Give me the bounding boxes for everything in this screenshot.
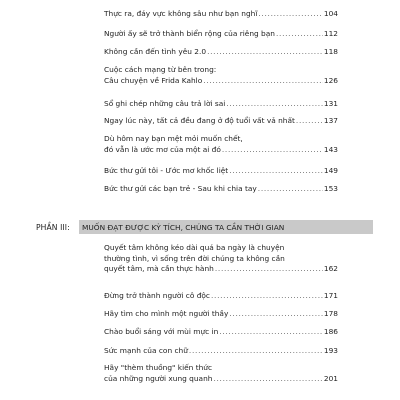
toc-entry-title-line: Quyết tâm không kéo dài quá ba ngày là chuyện [104,243,285,252]
toc-page-number: 149 [323,166,338,175]
toc-entry-title: Câu chuyện về Frida Kahlo [104,75,203,85]
dot-leader [213,375,322,384]
toc-entry[interactable] [104,292,338,301]
toc-entry-title: Sổ ghi chép những câu trả lời sai [104,99,226,108]
toc-entry-title: Chào buổi sáng với mùi mực in [104,327,219,336]
toc-entry[interactable] [104,167,338,176]
dot-leader [189,347,323,356]
toc-entry[interactable] [104,185,338,194]
toc-page-number: 193 [323,346,338,355]
toc-page-number: 153 [323,184,338,193]
toc-page-number: 126 [323,75,338,85]
dot-leader [258,10,323,19]
toc-entry-title: Hãy tìm cho mình một người thầy [104,309,229,318]
toc-entry[interactable] [104,30,338,39]
toc-entry-title: đó vẫn là ước mơ của một ai đó [104,144,221,154]
toc-page-number: 118 [323,47,338,56]
toc-entry[interactable] [104,146,338,155]
part-number: PHẦN III: [36,223,70,232]
toc-entry[interactable] [104,265,338,274]
dot-leader [229,167,323,176]
dot-leader [222,146,323,155]
toc-entry-title-line: Cuộc cách mạng từ bên trong: [104,65,217,74]
dot-leader [207,48,323,57]
dot-leader [226,100,323,109]
toc-entry-title: Người ấy sẽ trở thành biển rộng của riêng bạn [104,29,275,38]
dot-leader [258,185,323,194]
toc-entry-title: Không cần đến tình yêu 2.0 [104,47,207,56]
toc-entry-title-line: thường tình, vì sống trên đời chúng ta không cần [104,253,285,263]
toc-entry-title: Đừng trở thành người cô độc [104,291,210,300]
toc-entry-title: quyết tâm, mà cần thực hành [104,264,214,274]
part-title: MUỐN ĐẠT ĐƯỢC KỲ TÍCH, CHÚNG TA CẦN THỜI GIAN [82,223,285,232]
toc-entry-title: Ngay lúc này, tất cả đều đang ở độ tuổi vất vả nhất [104,116,295,125]
toc-entry[interactable] [104,375,338,384]
toc-page-number: 171 [323,291,338,300]
toc-entry[interactable] [104,48,338,57]
toc-page-number: 178 [323,309,338,318]
dot-leader [276,30,323,39]
toc-page-number: 143 [323,144,338,154]
toc-entry[interactable] [104,328,338,337]
toc-page-number: 162 [323,264,338,274]
toc-entry-title: Bức thư gửi các bạn trẻ - Sau khi chia tay [104,184,257,193]
toc-page-number: 201 [323,373,338,383]
toc-entry-title: Thực ra, đáy vực không sâu như bạn nghĩ [104,9,258,18]
dot-leader [219,328,323,337]
toc-entry[interactable] [104,117,338,126]
dot-leader [229,310,323,319]
dot-leader [211,292,323,301]
toc-entry-title: Bức thư gửi tôi - Ước mơ khốc liệt [104,166,229,175]
toc-entry[interactable] [104,10,338,19]
toc-entry-title-line: Dù hôm nay bạn mệt mỏi muốn chết, [104,134,243,143]
dot-leader [296,117,323,126]
toc-entry[interactable] [104,310,338,319]
part-heading [36,218,400,237]
toc-entry[interactable] [104,347,338,356]
toc-entry[interactable] [104,100,338,109]
toc-entry[interactable] [104,77,338,86]
toc-entry-title-line: Hãy "thèm thuồng" kiến thức [104,363,213,372]
toc-page-number: 131 [323,99,338,108]
toc-page-number: 137 [323,116,338,125]
toc-page-number: 104 [323,9,338,18]
toc-page-number: 112 [323,29,338,38]
toc-entry-title: Sức mạnh của con chữ [104,346,188,355]
toc-page-number: 186 [323,327,338,336]
toc-entry-title: của những người xung quanh [104,373,213,383]
dot-leader [203,77,323,86]
dot-leader [215,265,323,274]
